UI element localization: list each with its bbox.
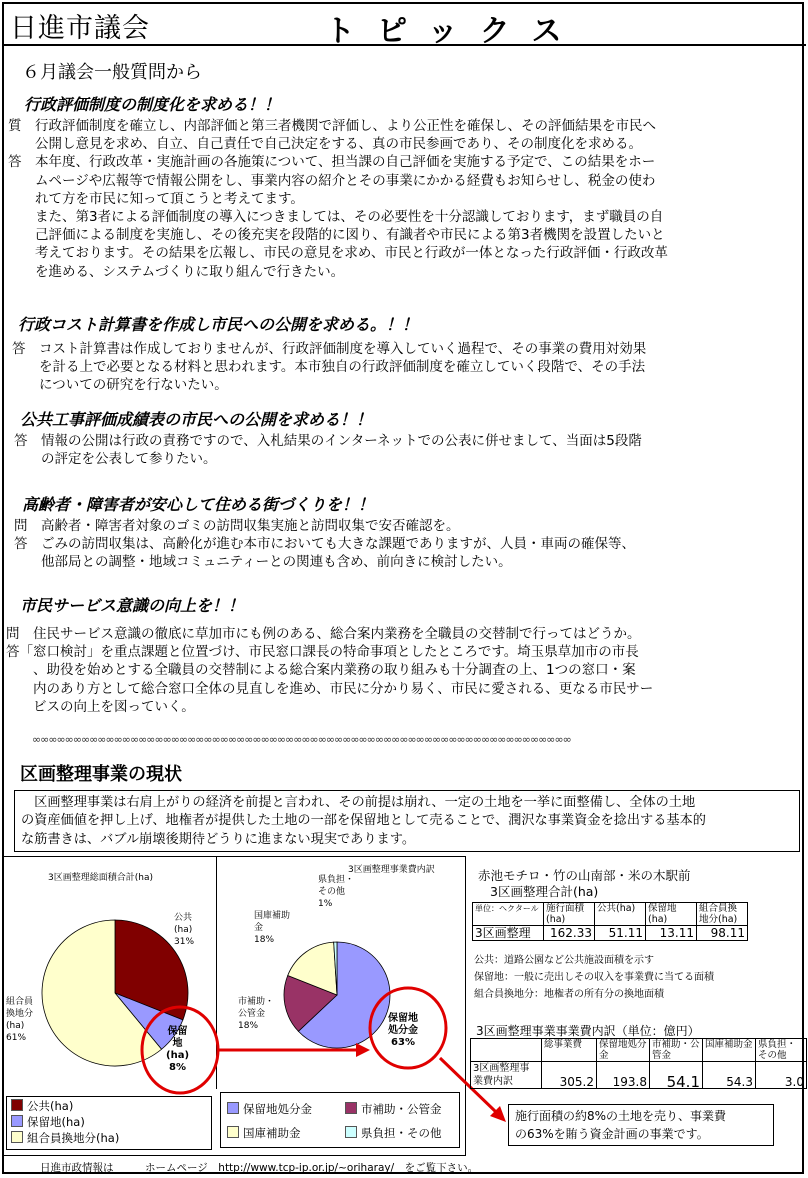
pie1-label-hoshochi bbox=[166, 1026, 189, 1074]
table-cell: 施行面積(ha) bbox=[544, 903, 595, 926]
table-row bbox=[471, 1062, 807, 1089]
arrow-head-1 bbox=[356, 1043, 370, 1057]
chart2-legend bbox=[220, 1092, 460, 1148]
text-line: 63% bbox=[391, 1037, 415, 1048]
text-line: (ha) bbox=[6, 1021, 25, 1031]
text-line: 金 bbox=[254, 923, 264, 933]
legend-item bbox=[227, 1121, 345, 1145]
legend-swatch-icon bbox=[11, 1131, 23, 1143]
chart1-legend bbox=[6, 1096, 212, 1150]
table-cell: 162.33 bbox=[544, 926, 595, 941]
text-line: 市補助・ bbox=[238, 997, 275, 1007]
legend-item bbox=[11, 1130, 207, 1146]
legend-label: 市補助・公管金 bbox=[361, 1102, 442, 1116]
section-heading: 公共工事評価成績表の市民への公開を求める！！ bbox=[20, 410, 373, 429]
info-notes bbox=[474, 952, 714, 1003]
legend-label: 国庫補助金 bbox=[243, 1126, 301, 1140]
text-line: 保留地：一般に売出しその収入を事業費に当てる面積 bbox=[474, 972, 714, 983]
legend-swatch-icon bbox=[11, 1115, 23, 1127]
legend-swatch-icon bbox=[11, 1099, 23, 1111]
text-line: また、第3者による評価制度の導入につきましては、その必要性を十分認識しております，まず職員の自 bbox=[8, 209, 664, 226]
text-line: 1% bbox=[318, 899, 333, 909]
section-heading: 高齢者・障害者が安心して住める街づくりを！！ bbox=[22, 495, 375, 514]
topics-title: トピックス bbox=[325, 14, 584, 49]
legend-swatch-icon bbox=[345, 1126, 357, 1138]
table-cell: 3.0 bbox=[756, 1062, 807, 1089]
text-line: 内のあり方として総合窓口全体の見直しを進め、市民に分かり易く、市民に愛される、更なる市民サー bbox=[6, 680, 654, 697]
subtitle: ６月議会一般質問から bbox=[22, 62, 202, 83]
table-cell bbox=[471, 1039, 542, 1062]
legend-swatch-icon bbox=[227, 1126, 239, 1138]
table-cell: 54.1 bbox=[650, 1062, 703, 1089]
text-line: の資産価値を押し上げ、地権者が提供した土地の一部を保留地として売ることで、潤沢な事業資金を捻出する基本的 bbox=[21, 813, 706, 829]
page-title: 日進市議会 bbox=[10, 13, 150, 44]
text-line: 、助役を始めとする全職員の交替制による総合案内業務の取り組みも十分調査の上、1つの窓口・案 bbox=[6, 662, 636, 679]
text-line: 他部局との調整・地域コミュニティーとの関連も含め、前向きに検討したい。 bbox=[14, 554, 512, 571]
kukaku-heading: 区画整理事業の現状 bbox=[20, 764, 182, 785]
table-cell: 県負担・その他 bbox=[756, 1039, 807, 1062]
text-line: 己評価による制度を実施し、その後充実を段階的に図り、有識者や市民による第3者機関を設置したいと bbox=[8, 227, 665, 244]
table-cell: 保留地(ha) bbox=[646, 903, 697, 926]
table-cell: 54.3 bbox=[703, 1062, 756, 1089]
chart1-title: 3区画整理総面積合計(ha) bbox=[48, 873, 153, 883]
cost-table bbox=[470, 1038, 807, 1089]
text-line: を計る上で必要となる材料と思われます。本市独自の行政評価制度を確立していく段階で、その手法 bbox=[12, 359, 646, 376]
table-cell: 組合員換地分(ha) bbox=[697, 903, 748, 926]
table-cell: 公共(ha) bbox=[595, 903, 646, 926]
legend-label: 保留地処分金 bbox=[243, 1102, 312, 1116]
chart2-title: 3区画整理事業費内訳 bbox=[348, 865, 435, 875]
section-heading: 行政コスト計算書を作成し市民への公開を求める。！！ bbox=[18, 315, 419, 334]
text-line: 答 情報の公開は行政の責務ですので、入札結果のインターネットでの公表に併せまして、当面は5段階 bbox=[14, 433, 642, 449]
legend-item bbox=[227, 1097, 345, 1121]
text-line: 処分金 bbox=[388, 1025, 418, 1036]
section-heading: 行政評価制度の制度化を求める！！ bbox=[24, 95, 281, 114]
table-cell: 51.11 bbox=[595, 926, 646, 941]
info-location: 赤池モチロ・竹の山南部・米の木駅前 bbox=[478, 868, 691, 883]
text-line: を進める、システムづくりに取り組んで行きたい。 bbox=[8, 263, 345, 280]
info-cost-title: 3区画整理事業事業費内訳（単位：億円） bbox=[476, 1024, 700, 1038]
table-row bbox=[473, 903, 748, 926]
text-line: ムページや広報等で情報公開をし、事業内容の紹介とその事業にかかる経費もお知らせし、税金の使わ bbox=[8, 172, 656, 189]
text-line: 地 bbox=[172, 1038, 183, 1049]
text-line: その他 bbox=[318, 887, 346, 897]
text-line: 答 ごみの訪問収集は、高齢化が進む本市においても大きな課題でありますが、人員・車両の確保等、 bbox=[14, 536, 635, 553]
divider-dots: ∞∞∞∞∞∞∞∞∞∞∞∞∞∞∞∞∞∞∞∞∞∞∞∞∞∞∞∞∞∞∞∞∞∞∞∞∞∞∞∞∞∞∞∞∞∞∞∞∞∞∞∞∞∞∞∞∞∞∞∞∞∞∞∞∞∞ bbox=[32, 733, 571, 746]
text-line: 組合員換地分：地権者の所有分の換地面積 bbox=[474, 989, 664, 1000]
legend-label: 公共(ha) bbox=[27, 1099, 74, 1113]
text-line: 施行面積の約8%の土地を売り、事業費 bbox=[515, 1109, 727, 1123]
legend-item bbox=[345, 1126, 442, 1140]
legend-label: 保留地(ha) bbox=[27, 1115, 85, 1129]
table-cell: 単位：ヘクタール bbox=[473, 903, 544, 926]
legend-item bbox=[345, 1102, 442, 1116]
text-line: の63%を賄う資金計画の事業です。 bbox=[515, 1127, 709, 1141]
text-line: 区画整理事業は右肩上がりの経済を前提と言われ、その前提は崩れ、一定の土地を一挙に面整備し、全体の土地 bbox=[21, 795, 696, 810]
table-cell: 305.2 bbox=[542, 1062, 597, 1089]
table-cell: 保留地処分金 bbox=[597, 1039, 650, 1062]
text-line: 8% bbox=[169, 1062, 186, 1073]
legend-label: 組合員換地分(ha) bbox=[27, 1131, 120, 1145]
legend-swatch-icon bbox=[227, 1102, 239, 1114]
table-cell: 市補助・公管金 bbox=[650, 1039, 703, 1062]
text-line: 答 本年度、行政改革・実施計画の各施策について、担当課の自己評価を実施する予定で、この結果をホー bbox=[8, 154, 656, 171]
table-cell: 193.8 bbox=[597, 1062, 650, 1089]
text-line: 61% bbox=[6, 1033, 27, 1043]
legend-item bbox=[11, 1114, 207, 1130]
text-line: 問 住民サービス意識の徹底に草加市にも例のある、総合案内業務を全職員の交替制で行ってはどうか。 bbox=[6, 626, 641, 642]
text-line: 問 高齢者・障害者対象のゴミの訪問収集実施と訪問収集で安否確認を。 bbox=[14, 518, 460, 534]
text-line: 答「窓口検討」を重点課題と位置づけ、市民窓口課長の特命事項としたところです。埼玉県草加市の市長 bbox=[6, 644, 639, 661]
text-line: 県負担・ bbox=[318, 875, 355, 885]
text-line: 答 コスト計算書は作成しておりませんが、行政評価制度を導入していく過程で、その事業の費用対効果 bbox=[12, 341, 647, 357]
text-line: 公共 bbox=[174, 913, 193, 923]
legend-item bbox=[11, 1098, 207, 1114]
table-cell: 総事業費 bbox=[542, 1039, 597, 1062]
table-cell: 13.11 bbox=[646, 926, 697, 941]
text-line: 換地分 bbox=[6, 1009, 34, 1019]
section-heading: 市民サービス意識の向上を！！ bbox=[20, 596, 245, 615]
legend-label: 県負担・その他 bbox=[361, 1126, 442, 1140]
table-cell: 3区画整理事業費内訳 bbox=[471, 1062, 542, 1089]
text-line: れて方を市民に知って頂こうと考えてます。 bbox=[8, 190, 304, 207]
table-row bbox=[471, 1039, 807, 1062]
text-line: 公開し意見を求め、自立、自己責任で自己決定をする、真の市民参画であり、その制度化を求める。 bbox=[8, 136, 642, 153]
text-line: 31% bbox=[174, 937, 195, 947]
info-area-title: 3区画整理合計(ha) bbox=[490, 884, 599, 899]
text-line: 国庫補助 bbox=[254, 911, 291, 921]
text-line: 組合員 bbox=[6, 997, 34, 1007]
table-cell: 98.11 bbox=[697, 926, 748, 941]
text-line: ビスの向上を図っていく。 bbox=[6, 698, 195, 715]
text-line: の評定を公表して参りたい。 bbox=[14, 451, 217, 468]
text-line: な筋書きは、バブル崩壊後期待どうりに進まない現実であります。 bbox=[21, 831, 416, 847]
text-line: (ha) bbox=[166, 1050, 190, 1061]
table-cell: 国庫補助金 bbox=[703, 1039, 756, 1062]
text-line: 質 行政評価制度を確立し、内部評価と第三者機関で評価し、より公正性を確保し、その評価結果を市民へ bbox=[8, 118, 656, 134]
text-line: についての研究を行ないたい。 bbox=[12, 377, 228, 394]
table-row bbox=[473, 926, 748, 941]
text-line: 公管金 bbox=[238, 1009, 266, 1019]
text-line: 保留地 bbox=[388, 1013, 418, 1024]
footer-text: 日進市政情報は ホームページ http://www.tcp-ip.or.jp/~oriharay/ をご覧下さい。 bbox=[40, 1162, 479, 1174]
area-table bbox=[472, 902, 748, 941]
text-line: 考えております。その結果を広報し、市民の意見を求め、市民と行政が一体となった行政評価・行政改革 bbox=[8, 245, 668, 262]
text-line: (ha) bbox=[174, 925, 193, 935]
pie2-label-hoshochi bbox=[388, 1013, 418, 1049]
callout-box bbox=[508, 1104, 774, 1146]
text-line: 公共：道路公園など公共施設面積を示す bbox=[474, 955, 654, 966]
text-line: 18% bbox=[238, 1021, 259, 1031]
legend-swatch-icon bbox=[345, 1102, 357, 1114]
table-cell: 3区画整理 bbox=[473, 926, 544, 941]
text-line: 18% bbox=[254, 935, 275, 945]
text-line: 保留 bbox=[167, 1026, 188, 1037]
